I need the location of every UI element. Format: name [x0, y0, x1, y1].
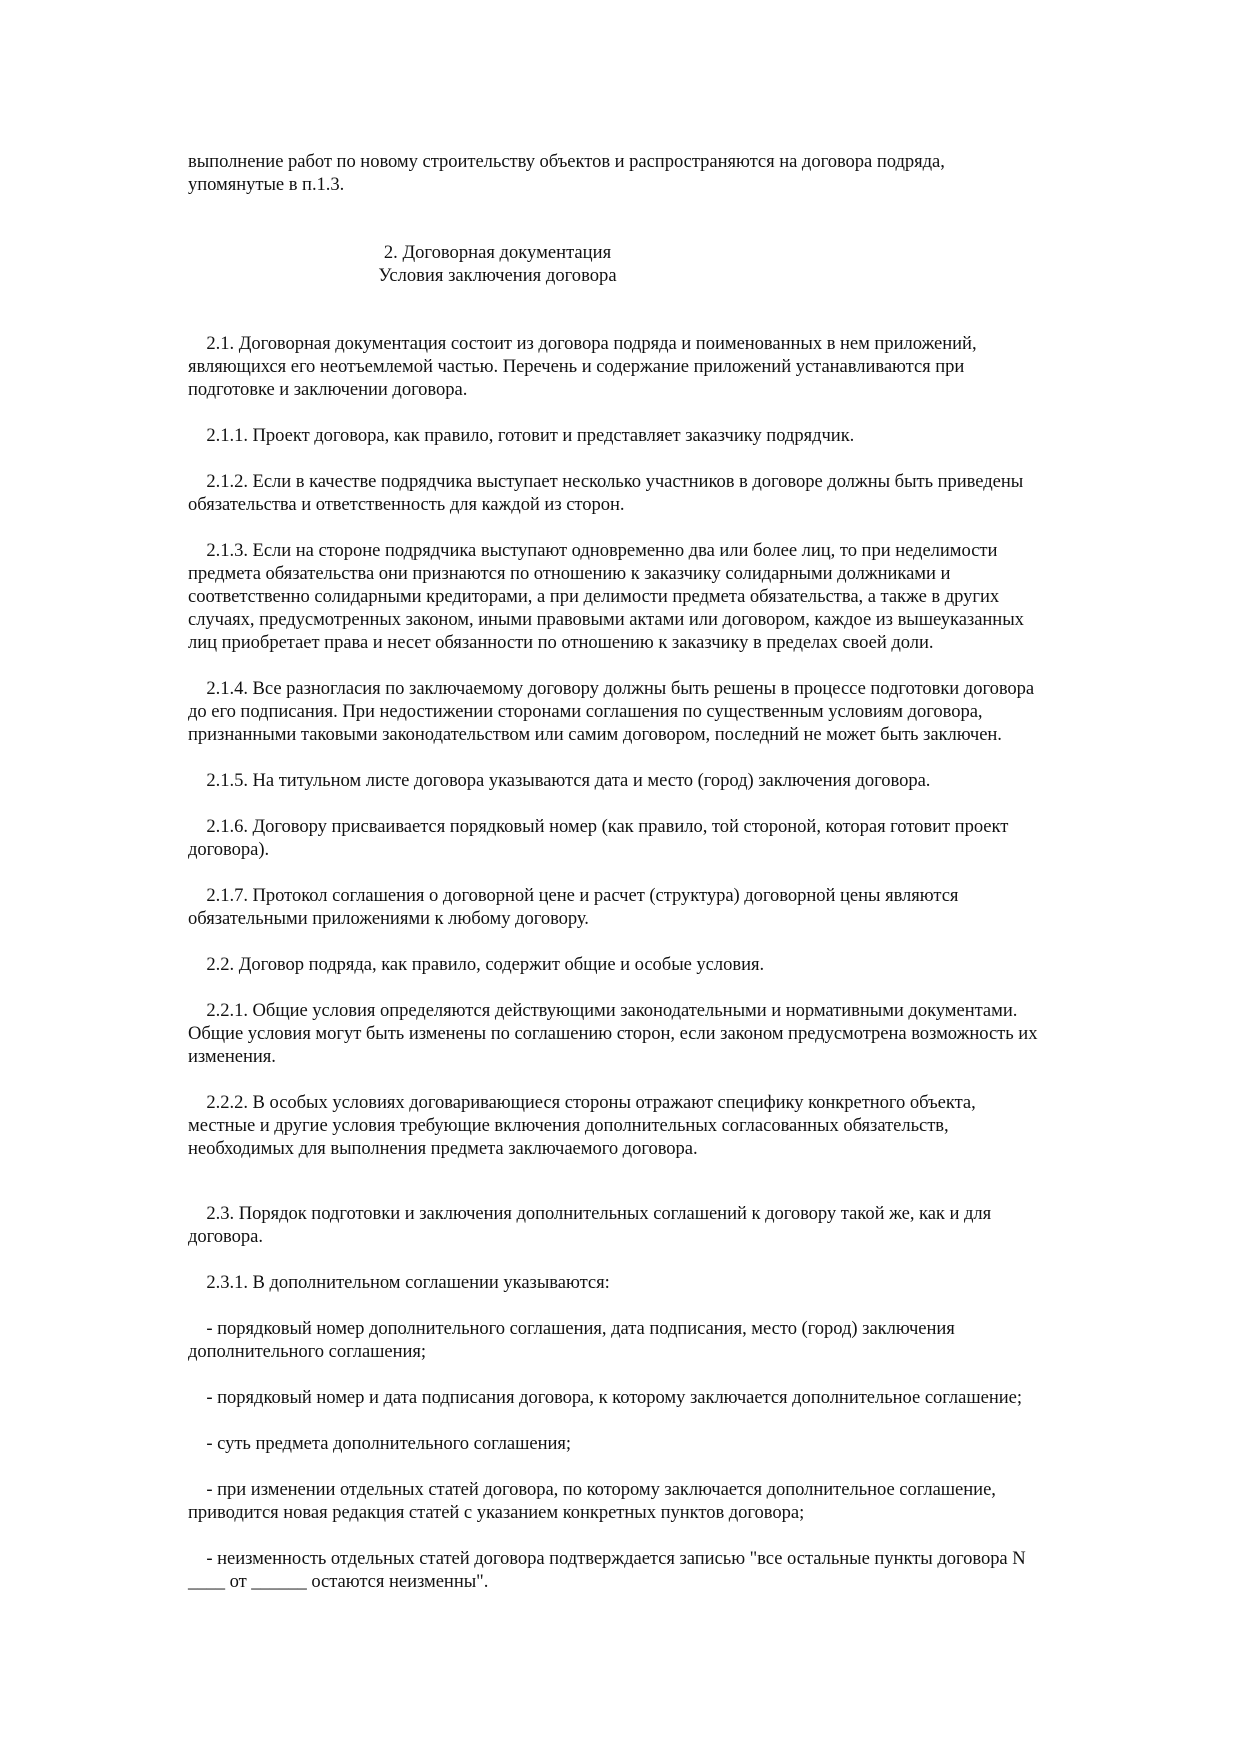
paragraph-2-2-1: 2.2.1. Общие условия определяются действующими законодательными и нормативными документами. Общие условия могут быть изменены по соглашению сторон, если законом предусмотрена возможность их изменения. [188, 1000, 1038, 1067]
list-item-3: - суть предмета дополнительного соглашения; [188, 1433, 572, 1454]
paragraph-2-2-2: 2.2.2. В особых условиях договаривающиеся стороны отражают специфику конкретного объекта, местные и другие условия требующие включения дополнительных согласованных обязательств, необходимых для выполнения предмета заключаемого договора. [188, 1092, 976, 1159]
paragraph-2-1-6: 2.1.6. Договору присваивается порядковый номер (как правило, той стороной, которая готовит проект договора). [188, 816, 1009, 860]
paragraph-2-1-5: 2.1.5. На титульном листе договора указываются дата и место (город) заключения договора. [188, 770, 931, 791]
section-subheading: Условия заключения договора [378, 265, 617, 286]
intro-paragraph: выполнение работ по новому строительству объектов и распространяются на договора подряда, упомянутые в п.1.3. [188, 151, 945, 195]
section-heading: 2. Договорная документация [383, 242, 612, 263]
paragraph-2-1-1: 2.1.1. Проект договора, как правило, готовит и представляет заказчику подрядчик. [188, 425, 855, 446]
paragraph-2-1-2: 2.1.2. Если в качестве подрядчика выступает несколько участников в договоре должны быть приведены обязательства и ответственность для каждой из сторон. [188, 471, 1024, 515]
list-item-5: - неизменность отдельных статей договора подтверждается записью "все остальные пункты договора N ____ от ______ остаются неизменны". [188, 1548, 1026, 1592]
paragraph-2-1-3: 2.1.3. Если на стороне подрядчика выступают одновременно два или более лиц, то при неделимости предмета обязательства они признаются по отношению к заказчику солидарными должниками и соответственно солидарными кредиторами, а при делимости предмета обязательства, а также в других случаях, предусмотренных законом, иными правовыми актами или договором, каждое из вышеуказанных лиц приобретает права и несет обязанности по отношению к заказчику в пределах своей доли. [188, 540, 1024, 653]
paragraph-2-1-7: 2.1.7. Протокол соглашения о договорной цене и расчет (структура) договорной цены являются обязательными приложениями к любому договору. [188, 885, 959, 929]
paragraph-2-1-4: 2.1.4. Все разногласия по заключаемому договору должны быть решены в процессе подготовки договора до его подписания. При недостижении сторонами соглашения по существенным условиям договора, признанными таковыми законодательством или самим договором, последний не может быть заключен. [188, 678, 1035, 745]
paragraph-2-3: 2.3. Порядок подготовки и заключения дополнительных соглашений к договору такой же, как и для договора. [188, 1203, 992, 1247]
list-item-2: - порядковый номер и дата подписания договора, к которому заключается дополнительное соглашение; [188, 1387, 1022, 1408]
paragraph-2-1: 2.1. Договорная документация состоит из договора подряда и поименованных в нем приложений, являющихся его неотъемлемой частью. Перечень и содержание приложений устанавливаются при подготовке и заключении договора. [188, 333, 977, 400]
paragraph-2-3-1: 2.3.1. В дополнительном соглашении указываются: [188, 1272, 610, 1293]
list-item-4: - при изменении отдельных статей договора, по которому заключается дополнительное соглашение, приводится новая редакция статей с указанием конкретных пунктов договора; [188, 1479, 996, 1523]
paragraph-2-2: 2.2. Договор подряда, как правило, содержит общие и особые условия. [188, 954, 765, 975]
list-item-1: - порядковый номер дополнительного соглашения, дата подписания, место (город) заключения дополнительного соглашения; [188, 1318, 955, 1362]
